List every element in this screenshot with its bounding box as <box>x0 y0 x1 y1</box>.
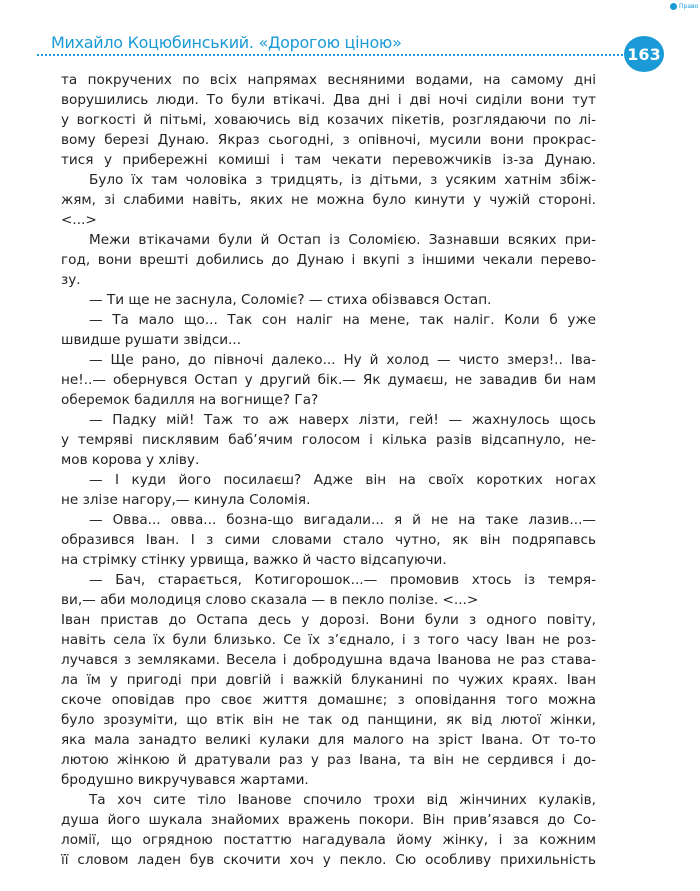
text-line: було зрозуміти, що втік він не так од панщини, як від лютої жінки, <box>61 712 596 728</box>
body-text <box>61 70 597 870</box>
text-line: — Ти ще не заснула, Соломіє? — стиха обізвався Остап. <box>89 292 492 308</box>
text-line: мов корова у хліву. <box>61 452 200 468</box>
text-line: Межи втікачами були й Остап із Соломією. Зазнавши всяких при- <box>89 232 596 248</box>
text-line: ви,— аби молодиця слово сказала — в пекло полізе. <...> <box>61 592 479 608</box>
text-line: ломії, що огрядною постаттю нагадувала йому жінку, і за кожним <box>61 832 596 848</box>
corner-logo-text: Право <box>679 3 699 10</box>
header-divider <box>37 54 627 56</box>
text-line: не!..— обернувся Остап у другий бік.— Як думаєш, не завадив би нам <box>61 372 596 388</box>
text-line: бродушно викручувався жартами. <box>61 772 309 788</box>
text-line: образився Іван. І з сими словами стало чутно, як він подряпавсь <box>61 532 596 548</box>
text-line: її словом ладен був скочити хоч у пекло. Сю особливу прихильність <box>61 852 596 868</box>
text-line: ворушились люди. То були втікачі. Два дні і дві ночі сиділи вони тут <box>61 92 596 108</box>
corner-logo <box>670 3 698 10</box>
text-line: Та хоч сите тіло Іванове спочило трохи від жінчиних кулаків, <box>89 792 596 808</box>
text-line: <...> <box>61 212 97 228</box>
text-line: — Ще рано, до півночі далеко... Ну й холод — чисто змерз!.. Іва- <box>89 352 596 368</box>
text-line: — Овва... овва... бозна-що вигадали... я й не на таке лазив...— <box>89 512 596 528</box>
text-line: — І куди його посилаєш? Адже він на своїх коротких ногах <box>89 472 596 488</box>
text-line: яка мала занадто великі кулаки для малого на зріст Івана. От то-то <box>61 732 596 748</box>
text-line: год, вони врешті добились до Дунаю і вкупі з іншими чекали перево- <box>61 252 596 268</box>
text-line: швидше рушати звідси... <box>61 332 242 348</box>
text-line: оберемок бадилля на вогнище? Га? <box>61 392 319 408</box>
text-line: жям, зі слабими навіть, яких не можна було кинути у чужій стороні. <box>61 192 596 208</box>
text-line: лютою жінкою й дратували раз у раз Івана, та він не сердився і до- <box>61 752 596 768</box>
text-line: у темряві писклявим баб’ячим голосом і кілька разів відсапнуло, не- <box>61 432 596 448</box>
text-line: душа його шукала знайомих вражень покори. Він прив’язався до Со- <box>61 812 596 828</box>
text-line: вому березі Дунаю. Якраз сьогодні, з опівночі, мусили вони прокрас- <box>61 132 596 148</box>
text-line: у вогкості й пітьмі, ховаючись від козачих пікетів, розглядаючи по лі- <box>61 112 596 128</box>
page-header-title: Михайло Коцюбинський. «Дорогою ціною» <box>51 33 402 52</box>
logo-icon <box>670 3 677 10</box>
text-line: навіть села їх були близько. Се їх з’єднало, і з того часу Іван не роз- <box>61 632 596 648</box>
text-line: на стрімку стінку урвища, важко й часто відсапуючи. <box>61 552 447 568</box>
text-line: — Падку мій! Таж то аж наверх лізти, гей! — жахнулось щось <box>89 412 596 428</box>
text-line: зу. <box>61 272 81 288</box>
text-line: тися у прибережні комиші і там чекати перевожчиків із-за Дунаю. <box>61 152 596 168</box>
text-line: лучався з земляками. Весела і добродушна вдача Іванова не раз става- <box>61 652 596 668</box>
text-line: — Бач, старається, Котигорошок...— промовив хтось із темря- <box>89 572 596 588</box>
text-line: ла їм у пригоді при довгій і важкій блуканині по чужих краях. Іван <box>61 672 596 688</box>
page-number-badge: 163 <box>624 36 664 72</box>
text-line: не злізе нагору,— кинула Соломія. <box>61 492 311 508</box>
text-line: Було їх там чоловіка з тридцять, із дітьми, з усяким хатнім збіж- <box>89 172 596 188</box>
text-line: скоче оповідав про своє життя домашнє; з оповідання того можна <box>61 692 596 708</box>
text-line: та покручених по всіх напрямах весняними водами, на самому дні <box>61 72 596 88</box>
text-line: — Та мало що... Так сон наліг на мене, так наліг. Коли б уже <box>89 312 596 328</box>
text-line: Іван пристав до Остапа десь у дорозі. Вони були з одного повіту, <box>61 612 596 628</box>
